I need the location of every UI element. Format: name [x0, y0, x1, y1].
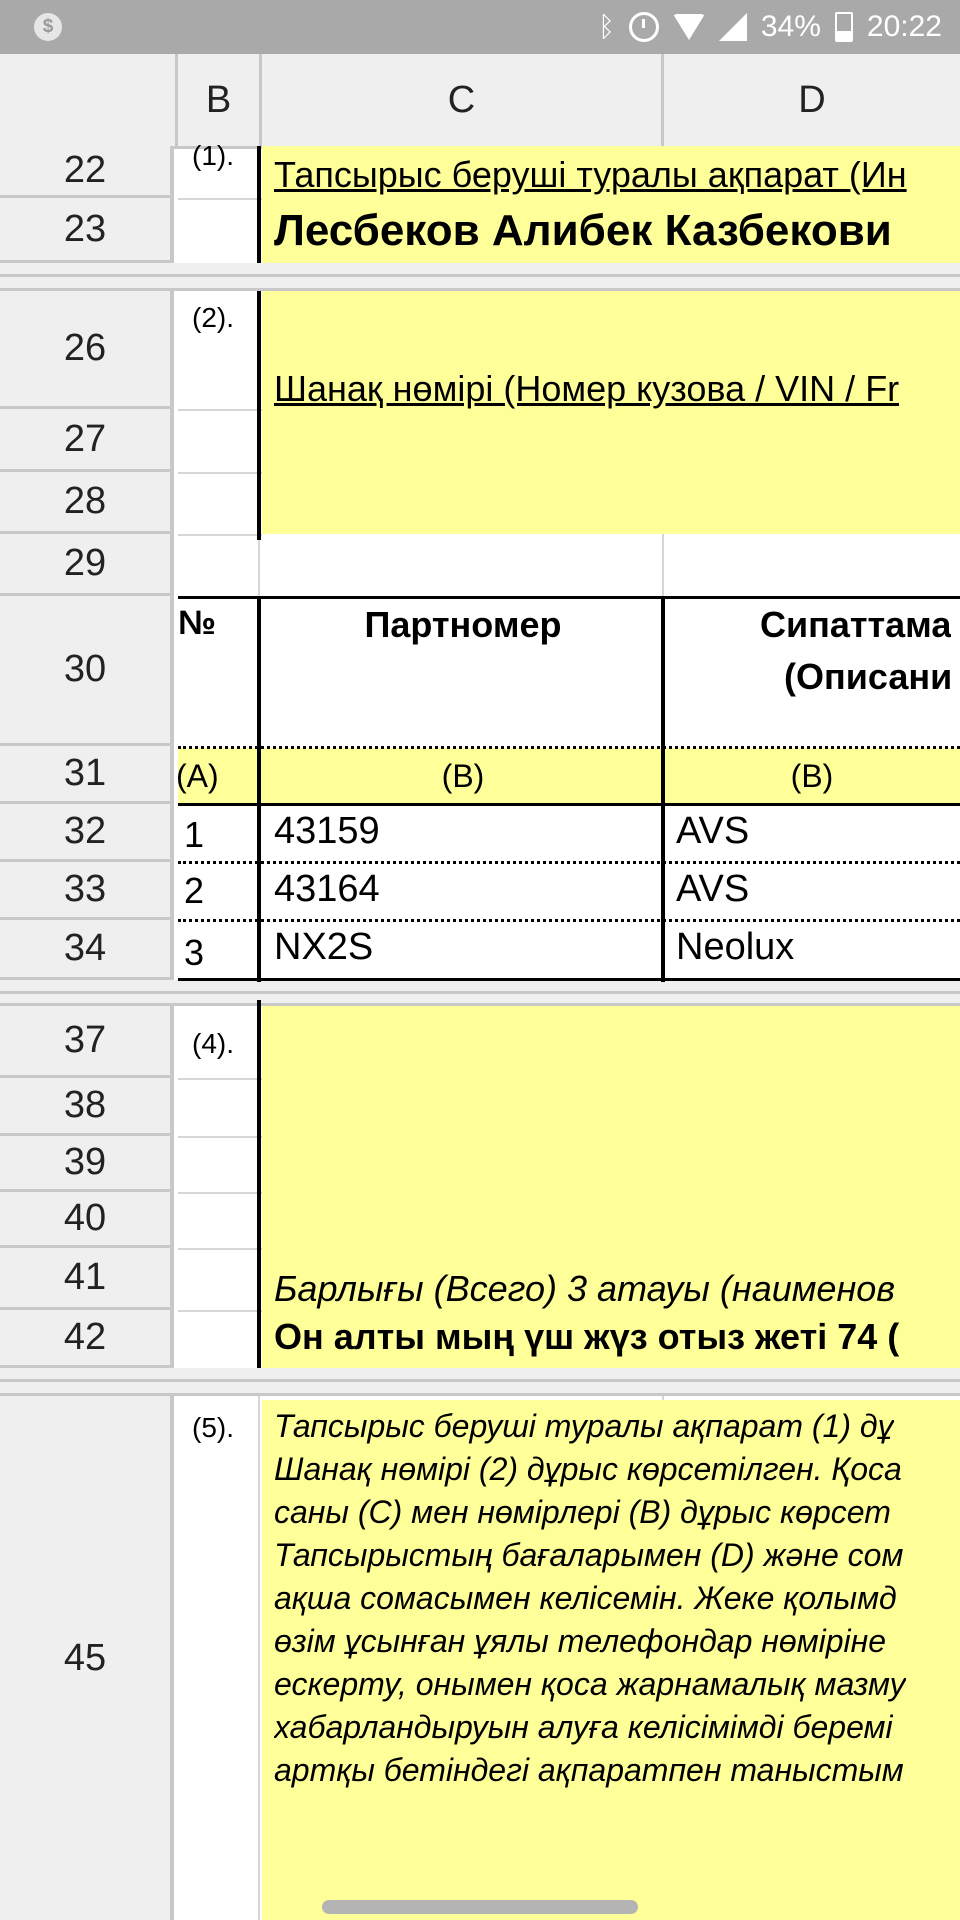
horizontal-scrollbar[interactable] — [322, 1900, 638, 1914]
table-row-description[interactable]: AVS — [676, 868, 750, 910]
clock: 20:22 — [866, 10, 942, 43]
status-icons — [598, 7, 942, 47]
hidden-rows-gap — [0, 1382, 960, 1396]
section5-marker: (5). — [192, 1412, 234, 1443]
table-row-number[interactable]: 2 — [184, 870, 205, 911]
column-header-b[interactable]: B — [178, 54, 262, 146]
column-header-d[interactable]: D — [798, 78, 826, 121]
row-header-30[interactable]: 30 — [0, 596, 174, 746]
row-header-23[interactable]: 23 — [0, 198, 174, 263]
section4-fill — [262, 1006, 960, 1368]
hidden-rows-gap — [0, 263, 960, 277]
alarm-icon — [629, 12, 659, 42]
consent-line: хабарландыруын алуға келісімімді беремі — [274, 1709, 893, 1745]
table-dotted-line — [178, 861, 960, 864]
table-dotted-line — [178, 919, 960, 922]
consent-line: Тапсырыстың бағаларымен (D) және сом — [274, 1537, 904, 1573]
vin-label[interactable]: Шанақ нөмірі (Номер кузова / VIN / Fr — [274, 368, 900, 409]
grid-line — [178, 198, 262, 200]
grid-line — [178, 1078, 262, 1080]
border-line — [257, 1000, 261, 1368]
row-header-39[interactable]: 39 — [0, 1136, 174, 1192]
row-header-38[interactable]: 38 — [0, 1078, 174, 1136]
table-row-partnumber[interactable]: 43159 — [274, 810, 380, 852]
bluetooth-icon: ᛒ — [598, 11, 615, 42]
grid-line — [178, 534, 262, 536]
hidden-rows-gap — [0, 980, 960, 994]
customer-name[interactable]: Лесбеков Алибек Казбекови — [274, 206, 892, 255]
section4-marker: (4). — [192, 1028, 234, 1059]
section2-fill — [262, 291, 960, 534]
row-header-22[interactable]: 22 — [0, 146, 174, 198]
table-row-number[interactable]: 3 — [184, 932, 205, 973]
wifi-icon — [673, 14, 705, 40]
consent-line: саны (С) мен нөмірлері (В) дұрыс көрсет — [274, 1494, 891, 1530]
row-header-28[interactable]: 28 — [0, 472, 174, 534]
row-header-37[interactable]: 37 — [0, 1006, 174, 1078]
battery-icon — [835, 12, 853, 42]
consent-line: артқы бетіндегі ақпаратпен таныстым — [274, 1752, 904, 1788]
table-dotted-line — [178, 746, 960, 749]
row-header-33[interactable]: 33 — [0, 862, 174, 920]
dollar-icon: $ — [34, 13, 62, 41]
consent-line: өзім ұсынған ұялы телефондар нөміріне — [274, 1623, 887, 1659]
hidden-rows-gap — [0, 1368, 960, 1382]
table-top-border — [178, 596, 960, 599]
row-header-32[interactable]: 32 — [0, 804, 174, 862]
total-items-label[interactable]: Барлығы (Всего) 3 атауы (наименов — [274, 1268, 896, 1309]
signal-icon — [719, 13, 747, 41]
table-header-description[interactable]: Сипаттама — [760, 604, 952, 645]
total-amount-words[interactable]: Он алты мың үш жүз отыз жеті 74 ( — [274, 1316, 900, 1357]
grid-line — [178, 1248, 262, 1250]
section2-marker: (2). — [192, 302, 234, 333]
row-header-26[interactable]: 26 — [0, 291, 174, 409]
table-subheader-border — [178, 803, 960, 806]
table-subheader-a[interactable]: (A) — [176, 758, 219, 794]
row-header-31[interactable]: 31 — [0, 746, 174, 804]
table-row-number[interactable]: 1 — [184, 814, 205, 855]
border-line — [257, 146, 261, 263]
table-header-description-ru[interactable]: (Описани — [784, 656, 953, 697]
row-header-27[interactable]: 27 — [0, 409, 174, 472]
table-header-number[interactable]: № — [178, 604, 216, 642]
table-row-description[interactable]: AVS — [676, 810, 750, 852]
table-bottom-border — [178, 978, 960, 981]
consent-line: ескерту, онымен қоса жарнамалық мазму — [274, 1666, 906, 1702]
status-bar — [0, 0, 960, 54]
battery-percent: 34% — [760, 10, 821, 43]
grid-line — [178, 1192, 262, 1194]
consent-line: Тапсырыс беруші туралы ақпарат (1) дұ — [274, 1408, 894, 1444]
border-line — [257, 291, 261, 540]
table-header-partnumber[interactable]: Партномер — [364, 604, 562, 645]
column-header-c[interactable]: C — [262, 54, 664, 146]
hidden-rows-gap — [0, 277, 960, 291]
row-header-45[interactable]: 45 — [0, 1396, 174, 1920]
table-row-partnumber[interactable]: NX2S — [274, 926, 374, 968]
row-header-40[interactable]: 40 — [0, 1192, 174, 1248]
grid-line — [178, 1136, 262, 1138]
grid-line — [178, 409, 262, 411]
row-header-34[interactable]: 34 — [0, 920, 174, 980]
row-header-42[interactable]: 42 — [0, 1310, 174, 1368]
consent-line: Шанақ нөмірі (2) дұрыс көрсетілген. Қоса — [274, 1451, 902, 1487]
consent-line: ақша сомасымен келісемін. Жеке қолымд — [274, 1580, 897, 1616]
grid-line — [178, 1310, 262, 1312]
hidden-rows-gap — [0, 994, 960, 1006]
table-row-partnumber[interactable]: 43164 — [274, 868, 380, 910]
table-subheader-b[interactable]: (B) — [441, 758, 485, 794]
select-all-corner[interactable] — [0, 54, 178, 146]
row-header-29[interactable]: 29 — [0, 534, 174, 596]
column-header-bar — [0, 54, 960, 149]
grid-line — [178, 472, 262, 474]
table-vline — [257, 596, 261, 982]
section1-marker: (1). — [192, 140, 234, 171]
customer-info-label[interactable]: Тапсырыс беруші туралы ақпарат (Ин — [274, 154, 907, 195]
table-row-description[interactable]: Neolux — [676, 926, 795, 968]
table-subheader-c[interactable]: (B) — [790, 758, 834, 794]
row-header-41[interactable]: 41 — [0, 1248, 174, 1310]
